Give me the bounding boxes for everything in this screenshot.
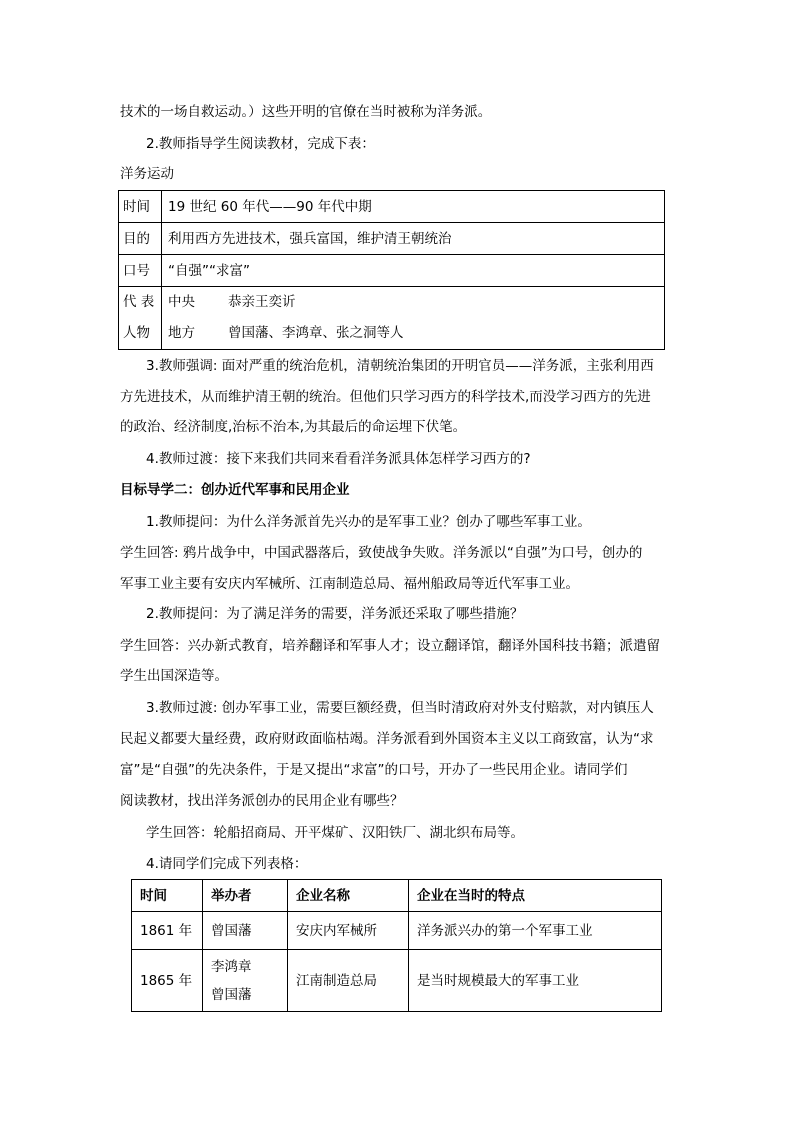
student-answer-2-line-2: 学生出国深造等。: [120, 668, 228, 684]
table-cell-time: 1861 年: [132, 912, 203, 950]
student-answer-2-line-1: 学生回答：兴办新式教育，培养翻译和军事人才；设立翻译馆，翻译外国科技书籍；派遣留: [120, 638, 660, 654]
table-row: [119, 255, 665, 287]
teacher-transition-line-3: 富”是“自强”的先决条件，于是又提出“求富”的口号，开办了一些民用企业。请同学们: [120, 762, 628, 778]
table-row: [132, 912, 662, 950]
rep-label-line-1: 代 表: [123, 294, 155, 310]
teacher-question-2: 2.教师提问：为了满足洋务的需要，洋务派还采取了哪些措施？: [146, 606, 524, 622]
table-cell-time: 1865 年: [132, 950, 203, 1012]
table-cell-label: 目的: [119, 223, 162, 255]
table-header-cell: 时间: [132, 880, 203, 912]
organizer-line-1: 李鸿章: [211, 958, 252, 975]
student-answer-3: 学生回答：轮船招商局、开平煤矿、汉阳铁厂、湖北织布局等。: [146, 825, 524, 841]
table-cell-value: “自强”“求富”: [162, 255, 665, 287]
table-cell-feature: 是当时规模最大的军事工业: [409, 950, 662, 1012]
paragraph-step-2: 2.教师指导学生阅读教材，完成下表：: [146, 136, 375, 152]
table-header-cell: 企业名称: [288, 880, 409, 912]
rep-label-line-2: 人物: [123, 325, 150, 341]
teacher-transition-line-1: 3.教师过渡: 创办军事工业，需要巨额经费，但当时清政府对外支付赔款，对内镇压人: [146, 700, 654, 716]
rep-local-row: [168, 318, 664, 349]
table-cell-label: [119, 287, 162, 350]
table1-title: 洋务运动: [120, 166, 174, 182]
table-cell-value: 利用西方先进技术，强兵富国，维护清王朝统治: [162, 223, 665, 255]
student-answer-1-line-1: 学生回答: 鸦片战争中，中国武器落后，致使战争失败。洋务派以“自强”为口号，创办的: [120, 545, 643, 561]
paragraph-step-3-line-3: 的政治、经济制度,治标不治本,为其最后的命运埋下伏笔。: [120, 419, 467, 435]
teacher-transition-line-2: 民起义都要大量经费，政府财政面临枯竭。洋务派看到外国资本主义以工商致富，认为“求: [120, 731, 654, 747]
table-cell-feature: 洋务派兴办的第一个军事工业: [409, 912, 662, 950]
paragraph-step-4: 4.教师过渡：接下来我们共同来看看洋务派具体怎样学习西方的?: [146, 451, 531, 467]
table-cell-enterprise: 江南制造总局: [288, 950, 409, 1012]
student-answer-1-line-2: 军事工业主要有安庆内军械所、江南制造总局、福州船政局等近代军事工业。: [120, 576, 579, 592]
paragraph-intro-end: 技术的一场自救运动。）这些开明的官僚在当时被称为洋务派。: [120, 104, 492, 120]
paragraph-step-4b: 4.请同学们完成下列表格：: [146, 856, 308, 872]
table-cell-organizer: [203, 950, 288, 1012]
rep-central-role: 中央: [168, 294, 195, 310]
table-row: [119, 191, 665, 223]
table-cell-enterprise: 安庆内军械所: [288, 912, 409, 950]
table-cell-value: [162, 287, 665, 350]
teacher-transition-line-4: 阅读教材，找出洋务派创办的民用企业有哪些？: [120, 793, 404, 809]
rep-central-name: 恭亲王奕䜣: [228, 294, 296, 310]
paragraph-step-3-line-2: 方先进技术，从而维护清王朝的统治。但他们只学习西方的科学技术,而没学习西方的先进: [120, 389, 651, 405]
table-row: [119, 287, 665, 350]
enterprises-table: [131, 879, 662, 1012]
table-cell-value: 19 世纪 60 年代——90 年代中期: [162, 191, 665, 223]
table-header-cell: 举办者: [203, 880, 288, 912]
section-heading: 目标导学二：创办近代军事和民用企业: [120, 482, 350, 498]
paragraph-step-3-line-1: 3.教师强调: 面对严重的统治危机，清朝统治集团的开明官员——洋务派，主张利用西: [146, 358, 654, 374]
table-cell-organizer: 曾国藩: [203, 912, 288, 950]
rep-local-name: 曾国藩、李鸿章、张之洞等人: [228, 325, 404, 341]
table-cell-label: 口号: [119, 255, 162, 287]
table-header-cell: 企业在当时的特点: [409, 880, 662, 912]
organizer-line-2: 曾国藩: [211, 986, 252, 1003]
table-row: [119, 223, 665, 255]
teacher-question-1: 1.教师提问：为什么洋务派首先兴办的是军事工业？创办了哪些军事工业。: [146, 514, 591, 530]
table-cell-label: 时间: [119, 191, 162, 223]
table-row: [132, 950, 662, 1012]
rep-central-row: [168, 287, 664, 318]
rep-local-role: 地方: [168, 325, 195, 341]
table-header-row: [132, 880, 662, 912]
yangwu-movement-table: [118, 190, 665, 350]
